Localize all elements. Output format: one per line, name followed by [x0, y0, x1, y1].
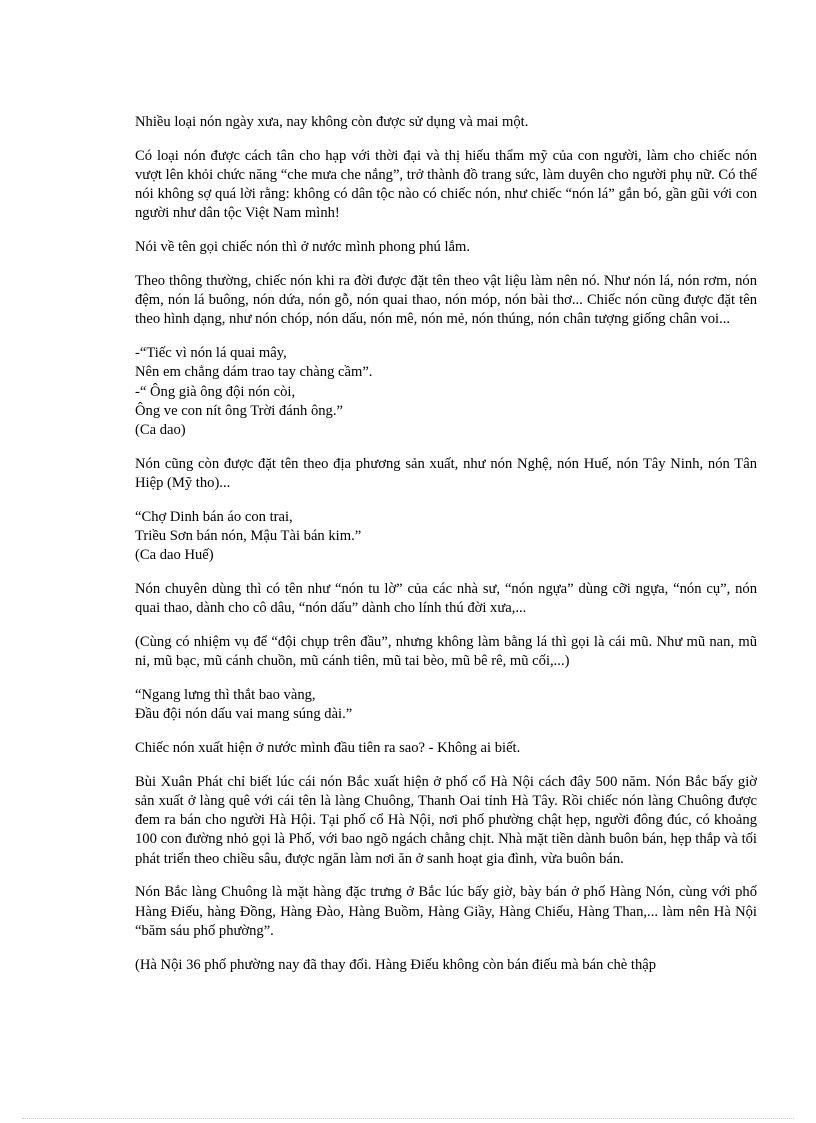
verse-block [135, 508, 757, 566]
paragraph: Chiếc nón xuất hiện ở nước mình đầu tiên ra sao? - Không ai biết. [135, 740, 521, 757]
paragraph: (Cùng có nhiệm vụ để “đội chụp trên đầu”, nhưng không làm bằng lá thì gọi là cái mũ. Như mũ nan, mũ ni, mũ bạc, mũ cánh chuồn, mũ cánh tiên, mũ tai bèo, mũ bê rê, mũ cối,...) [135, 634, 757, 670]
paragraph: Nói về tên gọi chiếc nón thì ở nước mình phong phú lắm. [135, 239, 471, 256]
verse-block [135, 686, 757, 724]
page-bottom-divider [22, 1118, 794, 1119]
verse-line: Nên em chẳng dám trao tay chàng cầm”. [135, 364, 373, 381]
verse-line: “Ngang lưng thì thắt bao vàng, [135, 687, 316, 704]
verse-line: Ông ve con nít ông Trời đánh ông.” [135, 402, 343, 419]
paragraph: Nhiều loại nón ngày xưa, nay không còn được sử dụng và mai một. [135, 114, 529, 130]
paragraph: Nón cũng còn được đặt tên theo địa phương sản xuất, như nón Nghệ, nón Huế, nón Tây Ninh, nón Tân Hiệp (Mỹ tho)... [135, 455, 757, 492]
paragraph: (Hà Nội 36 phố phường nay đã thay đổi. Hàng Điếu không còn bán điếu mà bán chè thập [135, 956, 657, 973]
verse-line: -“ Ông già ông đội nón còi, [135, 383, 296, 400]
verse-line: “Chợ Dinh bán áo con trai, [135, 508, 293, 525]
verse-line: -“Tiếc vì nón lá quai mây, [135, 345, 287, 362]
verse-source: (Ca dao Huế) [135, 547, 214, 564]
paragraph: Bùi Xuân Phát chỉ biết lúc cái nón Bắc xuất hiện ở phố cổ Hà Nội cách đây 500 năm. Nón Bắc bấy giờ sản xuất ở làng quê với cái tên là làng Chuông, Thanh Oai tỉnh Hà Tây. Rồi chiếc nón làng Chuông được đem ra bán cho người Hà Hội. Tại phố cổ Hà Nội, nơi phố phường chật hẹp, người đông đúc, có khoảng 100 con đường nhỏ gọi là Phố, với bao ngõ ngách chằng chịt. Nhà mặt tiền dành buôn bán, hẹp thắp và tối phát triển theo chiều sâu, được ngăn làm nơi ăn ở sanh hoạt gia đình, vừa buôn bán. [135, 773, 757, 867]
verse-source: (Ca dao) [135, 422, 186, 439]
verse-block [135, 344, 757, 440]
paragraph: Nón Bắc làng Chuông là mặt hàng đặc trưng ở Bắc lúc bấy giờ, bày bán ở phố Hàng Nón, cùng với phố Hàng Điếu, hàng Đồng, Hàng Đào, Hàng Buồm, Hàng Giầy, Hàng Chiếu, Hàng Than,... làm nên Hà Nội “băm sáu phố phường”. [135, 884, 757, 939]
paragraph: Có loại nón được cách tân cho hạp với thời đại và thị hiếu thẩm mỹ của con người, làm cho chiếc nón vượt lên khỏi chức năng “che mưa che nắng”, trở thành đồ trang sức, làm duyên cho người phụ nữ. Có thể nói không sợ quá lời rằng: không có dân tộc nào có chiếc nón, như chiếc “nón lá” gắn bó, gần gũi với con người như dân tộc Việt Nam mình! [135, 147, 757, 222]
document-body [135, 113, 757, 989]
paragraph: Theo thông thường, chiếc nón khi ra đời được đặt tên theo vật liệu làm nên nó. Như nón lá, nón rơm, nón đệm, nón lá buông, nón dứa, nón gỗ, nón quai thao, nón móp, nón bài thơ... Chiếc nón cũng được đặt tên theo hình dạng, như nón chóp, nón dấu, nón mê, nón mẻ, nón thúng, nón chân tượng giống chân voi... [135, 273, 757, 328]
verse-line: Triều Sơn bán nón, Mậu Tài bán kim.” [135, 528, 362, 545]
verse-line: Đầu đội nón dấu vai mang súng dài.” [135, 706, 353, 723]
paragraph: Nón chuyên dùng thì có tên như “nón tu lờ” của các nhà sư, “nón ngựa” dùng cỡi ngựa, “nón cụ”, nón quai thao, dành cho cô dâu, “nón dấu” dành cho lính thú đời xưa,... [135, 581, 757, 617]
